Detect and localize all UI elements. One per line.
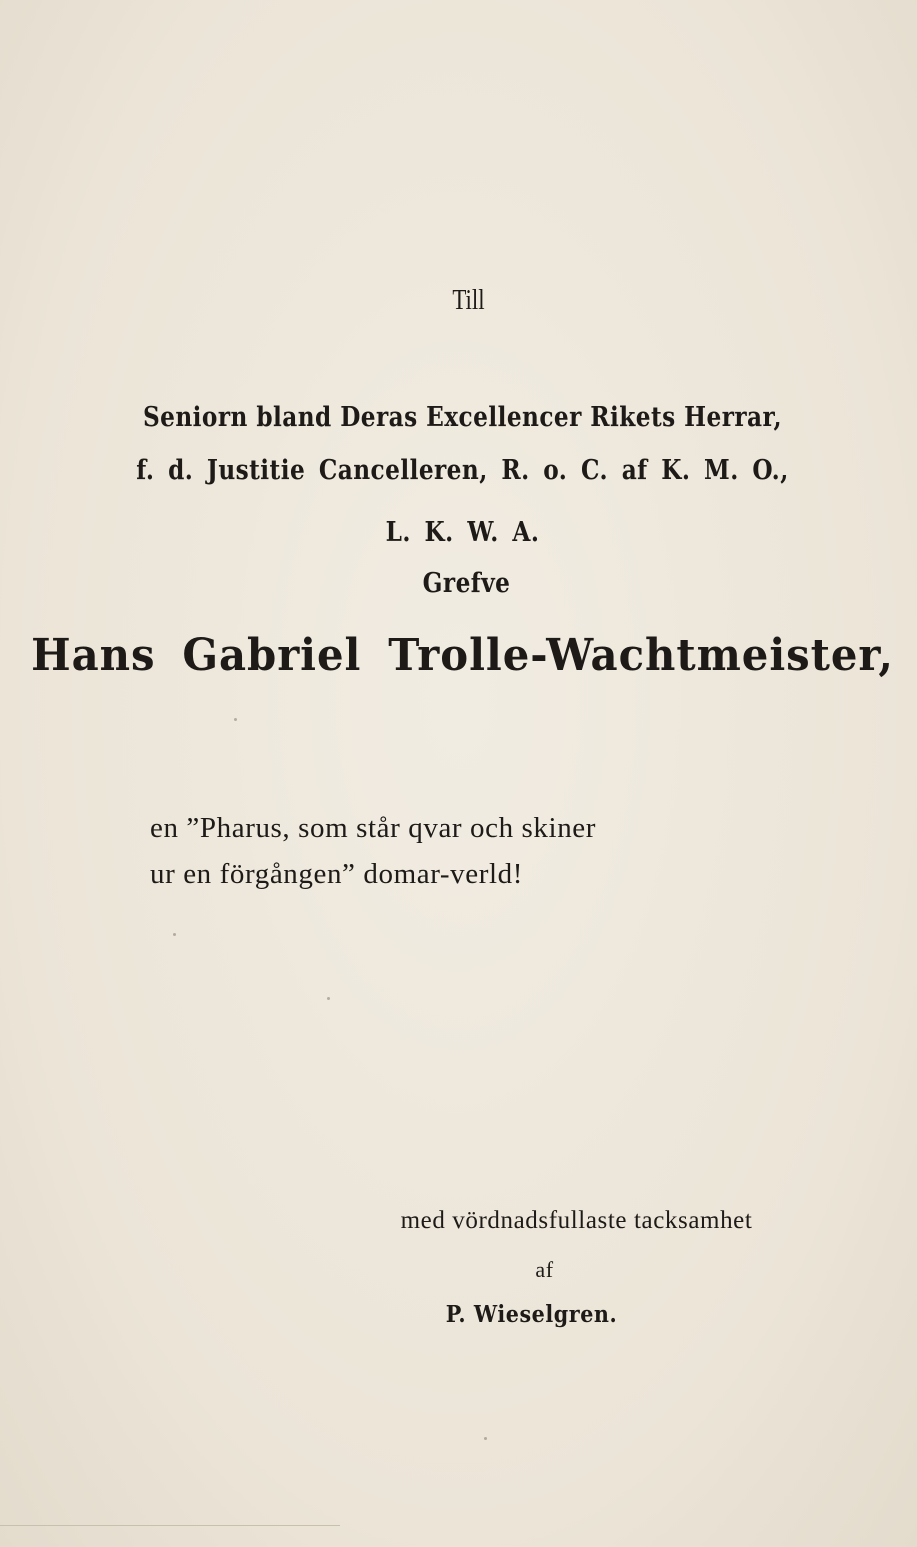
paper-speck [484, 1437, 487, 1440]
dedication-title: Grefve [422, 568, 511, 599]
paper-speck [173, 933, 176, 936]
dedication-line-2: f. d. Justitie Cancelleren, R. o. C. af K. M. O., [136, 455, 789, 486]
motto-line-1: en ”Pharus, som står qvar och skiner [150, 812, 597, 844]
till-heading: Till [452, 285, 485, 316]
motto-line-2: ur en förgången” domar-verld! [150, 858, 523, 890]
closing-af: af [535, 1257, 554, 1282]
author-signature: P. Wieselgren. [445, 1301, 618, 1328]
paper-speck [234, 718, 237, 721]
dedication-line-3: L. K. W. A. [385, 517, 540, 548]
closing-line: med vördnadsfullaste tacksamhet [400, 1207, 753, 1234]
page-edge-mark [0, 1525, 340, 1526]
paper-speck [327, 997, 330, 1000]
dedication-line-1: Seniorn bland Deras Excellencer Rikets Herrar, [142, 402, 783, 433]
dedicatee-name: Hans Gabriel Trolle-Wachtmeister, [31, 630, 894, 681]
